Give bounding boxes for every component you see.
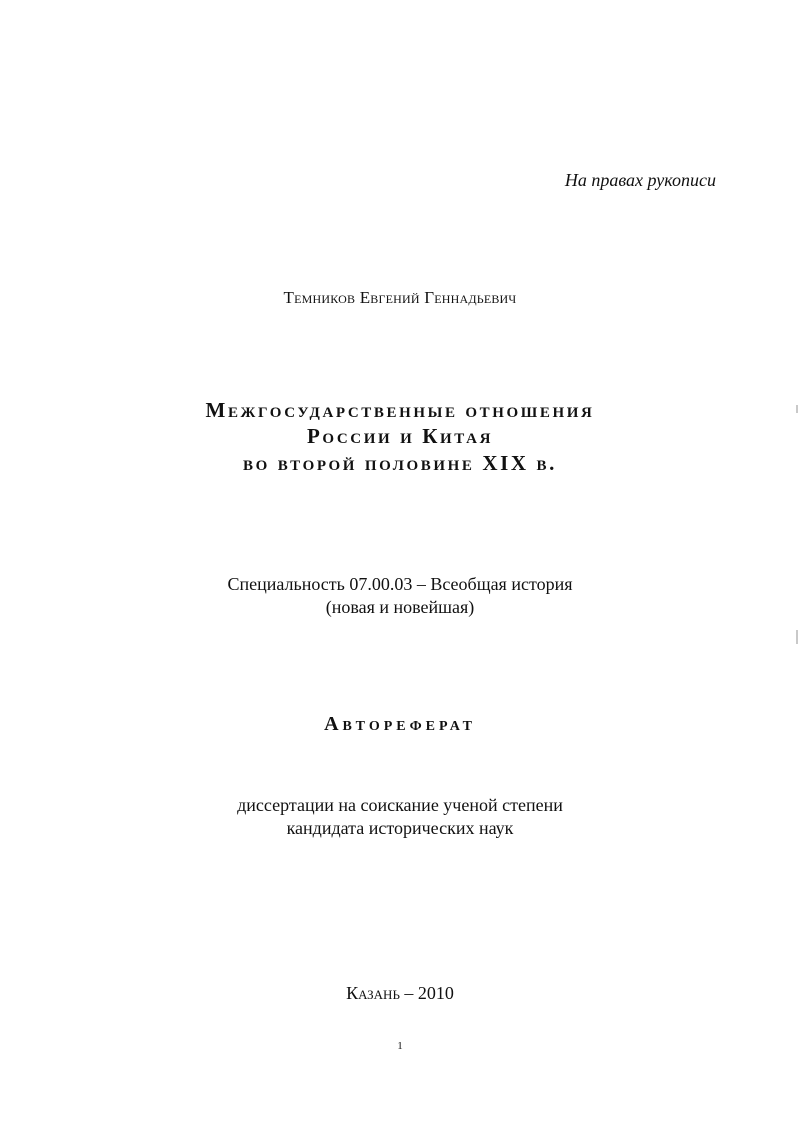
title-line-1: Межгосударственные отношения bbox=[205, 398, 595, 422]
rights-note: На правах рукописи bbox=[564, 170, 716, 190]
scan-edge-mark bbox=[796, 630, 798, 644]
document-genre: Автореферат bbox=[324, 713, 476, 735]
place-year: Казань – 2010 bbox=[346, 983, 454, 1003]
title-line-2: России и Китая bbox=[306, 424, 494, 448]
description-line-2: кандидата исторических наук bbox=[286, 818, 514, 838]
specialty-line-1: Специальность 07.00.03 – Всеобщая история bbox=[227, 574, 573, 594]
description-line-1: диссертации на соискание ученой степени bbox=[237, 795, 563, 815]
author-name: Темников Евгений Геннадьевич bbox=[283, 288, 517, 307]
specialty-line-2: (новая и новейшая) bbox=[325, 597, 475, 617]
page-number: 1 bbox=[397, 1040, 403, 1052]
title-line-3: во второй половине XIX в. bbox=[243, 451, 557, 475]
scan-edge-mark bbox=[796, 405, 798, 413]
